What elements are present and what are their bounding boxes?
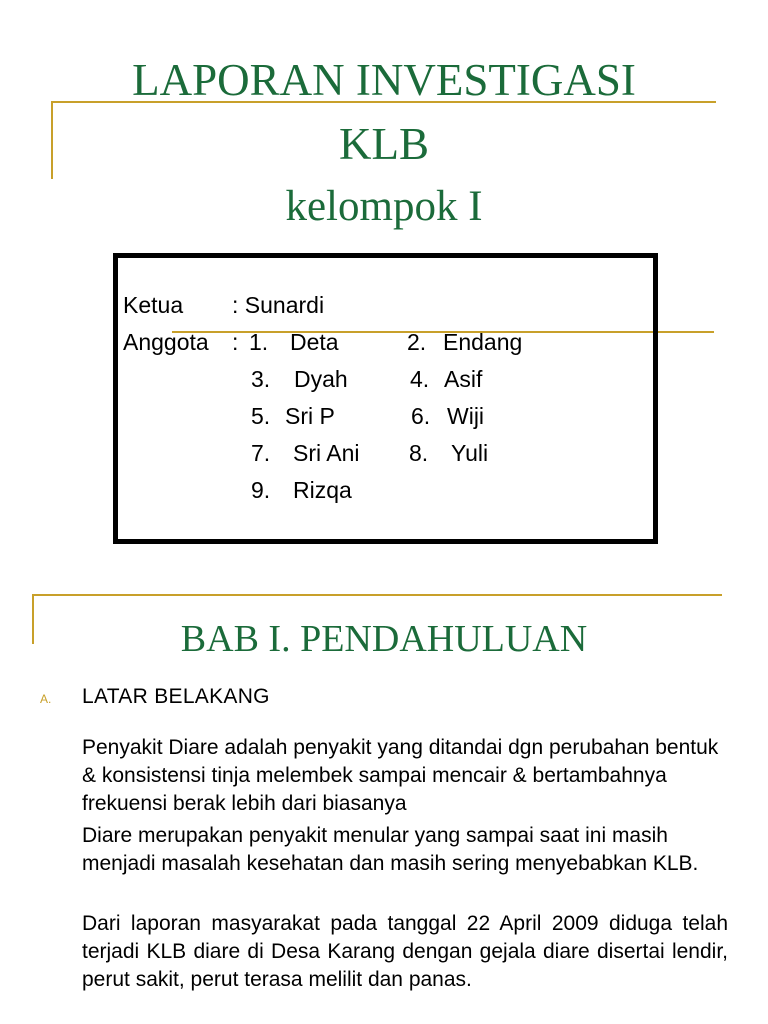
member-9-name: Rizqa [293, 477, 352, 503]
ketua-value: : Sunardi [232, 292, 325, 318]
member-5-num: 5. [251, 403, 271, 429]
member-1-num: 1. [249, 329, 269, 355]
anggota-label: Anggota [123, 329, 209, 355]
paragraph-3: Dari laporan masyarakat pada tanggal 22 April 2009 diduga telah terjadi KLB diare di Desa Karang dengan gejala diare disertai lendir, perut sakit, perut terasa melilit dan panas. [82, 912, 728, 991]
paragraph-1: Penyakit Diare adalah penyakit yang ditandai dgn perubahan bentuk & konsistensi tinja melembek sampai mencair & bertambahnya frekuensi berak lebih dari biasanya [82, 736, 719, 815]
group-subtitle: kelompok I [285, 183, 483, 230]
member-8-name: Yuli [451, 440, 489, 466]
section-heading: LATAR BELAKANG [82, 685, 270, 708]
member-list-box [113, 253, 658, 544]
report-title-line1: LAPORAN INVESTIGASI [132, 55, 636, 105]
member-7-num: 7. [251, 440, 271, 466]
member-3-num: 3. [251, 366, 271, 392]
member-6-name: Wiji [447, 403, 485, 429]
member-4-num: 4. [410, 366, 430, 392]
member-2-num: 2. [407, 329, 427, 355]
slide-2 [0, 570, 768, 1024]
anggota-colon: : [232, 329, 239, 355]
member-3-name: Dyah [294, 366, 348, 392]
section-bullet: A. [40, 692, 52, 706]
report-title-line2: KLB [339, 119, 429, 169]
member-2-name: Endang [443, 329, 523, 355]
ketua-label: Ketua [123, 292, 184, 318]
member-8-num: 8. [409, 440, 429, 466]
paragraph-2: Diare merupakan penyakit menular yang sampai saat ini masih menjadi masalah kesehatan dan masih sering menyebabkan KLB. [82, 824, 699, 875]
member-9-num: 9. [251, 477, 271, 503]
member-4-name: Asif [444, 366, 483, 392]
gold-rule-slide2 [32, 594, 722, 596]
chapter-title: BAB I. PENDAHULUAN [180, 618, 588, 660]
member-5-name: Sri P [285, 403, 335, 429]
member-7-name: Sri Ani [293, 440, 360, 466]
member-6-num: 6. [411, 403, 431, 429]
member-1-name: Deta [290, 329, 339, 355]
